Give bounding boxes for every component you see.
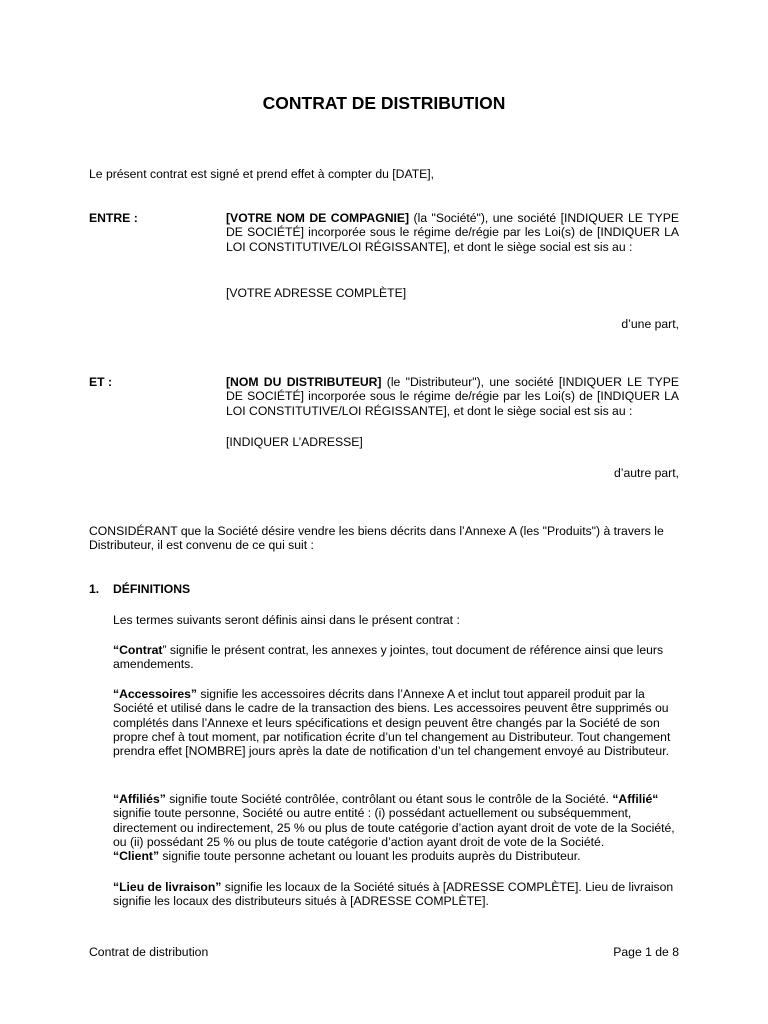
definition-accessoires — [113, 687, 679, 758]
definition-client-text: signifie toute personne achetant ou louant les produits auprès du Distributeur. — [159, 849, 581, 864]
party2-closing: d’autre part, — [613, 466, 679, 480]
party2-description — [226, 375, 679, 418]
footer-document-name: Contrat de distribution — [89, 945, 209, 959]
section1-lead: Les termes suivants seront définis ainsi dans le présent contrat : — [113, 613, 460, 627]
term-affilie: “Affilié“ — [612, 792, 659, 806]
term-affilies: “Affiliés” — [113, 792, 166, 806]
party2-name: [NOM DU DISTRIBUTEUR] — [226, 375, 382, 389]
party2-text: (le "Distributeur"), une société [INDIQUER LE TYPE DE SOCIÉTÉ] incorporée sous le régime de/régie par les Loi(s) de [INDIQUER LA LOI CONSTITUTIVE/LOI RÉGISSANTE], et dont le siège social est sis au : — [226, 375, 679, 418]
definition-lieu-livraison-text: signifie les locaux de la Société situés à [ADRESSE COMPLÈTE]. Lieu de livraison signifie les locaux des distributeurs situés à [ADRESSE COMPLÈTE]. — [113, 880, 674, 909]
party1-description — [226, 211, 679, 254]
footer-page-number: Page 1 de 8 — [613, 945, 679, 959]
party2-label: ET : — [89, 375, 113, 389]
party1-closing: d’une part, — [621, 317, 679, 331]
party1-address: [VOTRE ADRESSE COMPLÈTE] — [226, 286, 407, 300]
party1-name: [VOTRE NOM DE COMPAGNIE] — [226, 211, 410, 225]
section1-title: DÉFINITIONS — [113, 582, 191, 596]
term-lieu-livraison: “Lieu de livraison” — [113, 880, 222, 894]
definition-accessoires-text: signifie les accessoires décrits dans l’Annexe A et inclut tout appareil produit par la Société et utilisé dans le cadre de la transaction des biens. Les accessoires peuvent être supprimés ou complétés dans l’Annexe et leurs spécifications et design peuvent être changés par la Société de son propre chef à tout moment, par notification écrite d’un tel changement au Distributeur. Tout changement prendra effet [NOMBRE] jours après la date de notification d’un tel changement envoyé au Distributeur. — [113, 687, 671, 759]
party1-text: (la "Société"), une société [INDIQUER LE TYPE DE SOCIÉTÉ] incorporée sous le régime de/régie par les Loi(s) de [INDIQUER LA LOI CONSTITUTIVE/LOI RÉGISSANTE], et dont le siège social est sis au : — [226, 211, 679, 254]
document-title: CONTRAT DE DISTRIBUTION — [262, 93, 506, 113]
section1-number: 1. — [89, 582, 100, 596]
term-client: “Client” — [113, 849, 160, 864]
definition-lieu-livraison — [113, 880, 679, 909]
party2-address: [INDIQUER L’ADRESSE] — [226, 435, 363, 449]
section1-heading — [89, 582, 190, 596]
definition-affilies — [113, 792, 679, 863]
party1-label: ENTRE : — [89, 211, 138, 225]
definition-contrat — [113, 643, 679, 672]
considerant-paragraph: CONSIDÉRANT que la Société désire vendre les biens décrits dans l’Annexe A (les "Produits") à travers le Distributeur, il est convenu de ce qui suit : — [89, 524, 664, 553]
term-accessoires: “Accessoires” — [113, 687, 198, 701]
definition-contrat-text: ” signifie le présent contrat, les annexes y jointes, tout document de référence ainsi que leurs amendements. — [113, 643, 664, 672]
definition-affilies-text: signifie toute Société contrôlée, contrôlant ou étant sous le contrôle de la Société. — [165, 792, 613, 806]
intro-paragraph: Le présent contrat est signé et prend effet à compter du [DATE], — [89, 167, 435, 181]
definition-affilie-text: signifie toute personne, Société ou autre entité : (i) possédant actuellement ou subséquemment, directement ou indirectement, 25 % ou plus de toute catégorie d’action ayant droit de vote de la Société, ou (ii) possédant 25 % ou plus de toute catégorie d’action ayant droit de vote de la Société. — [113, 806, 675, 849]
term-contrat: “Contrat — [113, 643, 163, 657]
